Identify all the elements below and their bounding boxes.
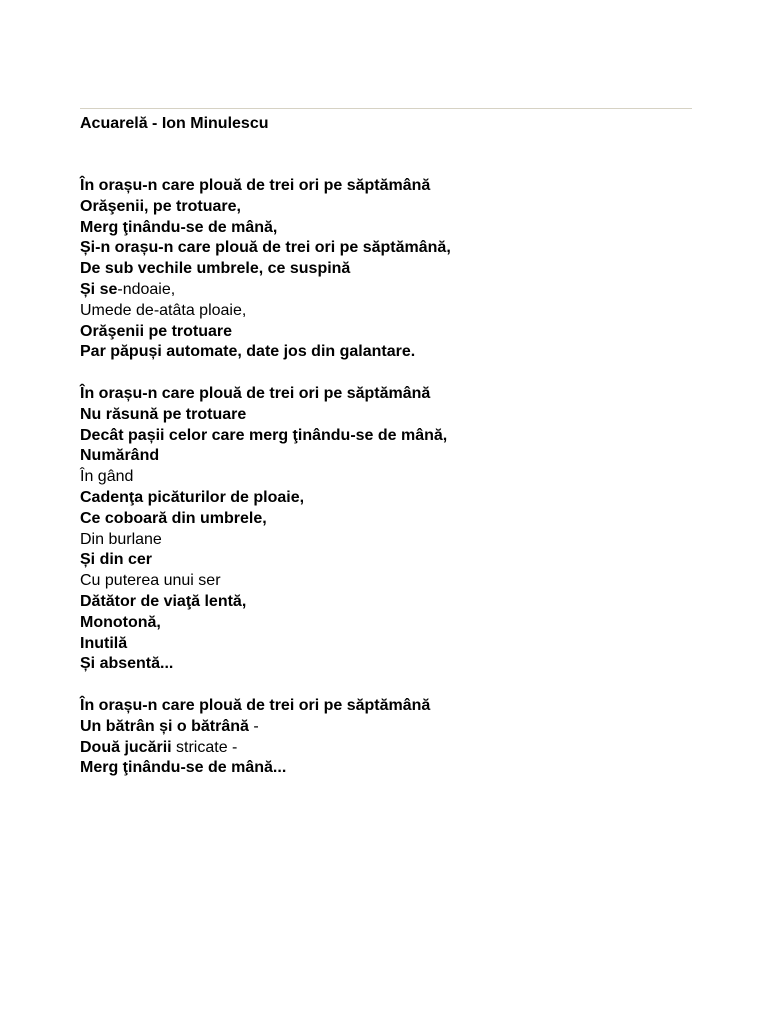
stanza-gap <box>80 363 700 384</box>
stanza <box>80 696 700 779</box>
poem-line <box>80 467 700 488</box>
poem-line-segment: Ce coboară din umbrele, <box>80 509 267 527</box>
poem-line <box>80 280 700 301</box>
poem-line-segment: Umede de-atâta ploaie, <box>80 301 247 319</box>
poem-line-segment: Decât pașii celor care merg ţinându-se de mână, <box>80 426 448 444</box>
poem-line-segment: Numărând <box>80 447 160 465</box>
poem-line-segment: În orașu-n care plouă de trei ori pe săptămână <box>80 696 431 714</box>
poem-line <box>80 654 700 675</box>
poem-line <box>80 197 700 218</box>
poem-line-segment: - <box>248 717 259 735</box>
poem-body <box>80 176 700 779</box>
poem-line-segment: Din burlane <box>80 530 162 548</box>
poem-line-segment: Două jucării <box>80 738 172 756</box>
poem-line <box>80 592 700 613</box>
poem-line-segment: În orașu-n care plouă de trei ori pe săptămână <box>80 177 431 194</box>
poem-line <box>80 530 700 551</box>
poem-line-segment: Cu puterea unui ser <box>80 572 221 590</box>
poem-line <box>80 301 700 322</box>
poem-line <box>80 238 700 259</box>
poem-line <box>80 426 700 447</box>
poem-line <box>80 509 700 530</box>
poem-line-segment: Merg ţinându-se de mână... <box>80 759 287 777</box>
poem-line <box>80 488 700 509</box>
poem-line-segment: Orăşenii, pe trotuare, <box>80 197 241 215</box>
stanza <box>80 384 700 675</box>
poem-line <box>80 613 700 634</box>
poem-line-segment: Orăşenii pe trotuare <box>80 322 233 340</box>
poem-line-segment: În orașu-n care plouă de trei ori pe săptămână <box>80 384 431 402</box>
poem-line-segment: Un bătrân și o bătrână <box>80 717 249 735</box>
poem-line-segment: Nu răsună pe trotuare <box>80 405 247 423</box>
poem-line <box>80 571 700 592</box>
poem-line-segment: În gând <box>80 468 134 486</box>
poem-line-segment: Și se <box>80 280 118 298</box>
poem-line-segment: Merg ţinându-se de mână, <box>80 218 278 236</box>
poem-line-segment: Cadenţa picăturilor de ploaie, <box>80 488 305 506</box>
poem-line <box>80 176 700 197</box>
document-title: Acuarelă - Ion Minulescu <box>80 115 269 132</box>
poem-line <box>80 446 700 467</box>
stanza-gap <box>80 675 700 696</box>
poem-line-segment: Inutilă <box>80 634 128 652</box>
poem-line-segment: -ndoaie, <box>117 280 176 298</box>
poem-line <box>80 322 700 343</box>
poem-line-segment: Și absentă... <box>80 655 174 673</box>
poem-line <box>80 218 700 239</box>
poem-line-segment: Dătător de viaţă lentă, <box>80 592 247 610</box>
poem-line <box>80 738 700 759</box>
horizontal-divider <box>80 108 692 109</box>
stanza <box>80 176 700 363</box>
poem-line <box>80 384 700 405</box>
poem-line-segment: De sub vechile umbrele, ce suspină <box>80 260 351 278</box>
poem-line <box>80 634 700 655</box>
poem-line-segment: Par păpuși automate, date jos din galantare. <box>80 343 416 361</box>
poem-line <box>80 758 700 779</box>
poem-line-segment: Monotonă, <box>80 613 161 631</box>
poem-line <box>80 550 700 571</box>
poem-line <box>80 717 700 738</box>
poem-line <box>80 259 700 280</box>
poem-line <box>80 405 700 426</box>
poem-line <box>80 342 700 363</box>
poem-line-segment: Și-n orașu-n care plouă de trei ori pe săptămână, <box>80 239 451 257</box>
poem-line-segment: stricate - <box>171 738 238 756</box>
poem-line-segment: Și din cer <box>80 551 153 569</box>
poem-line <box>80 696 700 717</box>
